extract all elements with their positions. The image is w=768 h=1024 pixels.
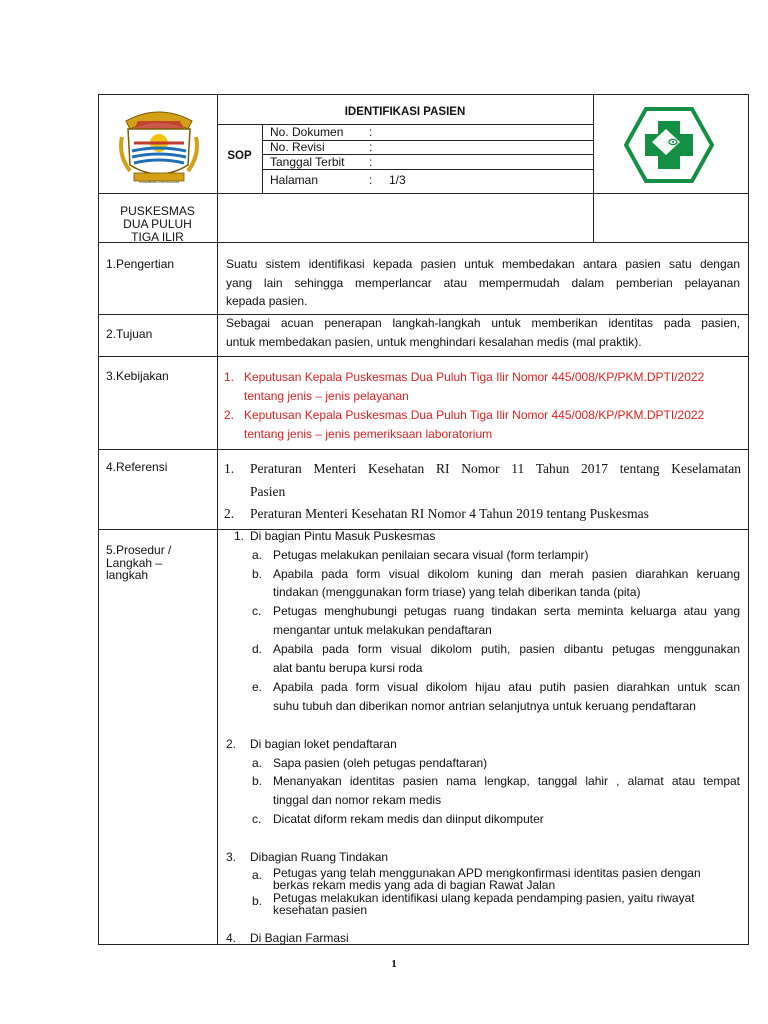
policy-line: tentang jenis – jenis pelayanan — [244, 389, 409, 403]
substep-line: berkas rekam medis yang ada di bagian Rawat Jalan — [273, 878, 556, 892]
policy-line: Keputusan Kepala Puskesmas Dua Puluh Tiga Ilir Nomor 445/008/KP/PKM.DPTI/2022 — [244, 370, 705, 384]
step-number: 3. — [226, 850, 237, 864]
step-number: 4. — [226, 931, 237, 945]
substep-line: alat bantu berupa kursi roda — [273, 661, 423, 675]
page-number: 1 — [391, 958, 397, 970]
policy-line: tentang jenis – jenis pemeriksaan laboratorium — [244, 427, 493, 441]
body-line: untuk membedakan pasien, untuk menghindari kesalahan medis (mal praktik). — [226, 335, 642, 349]
label-line: 5.Prosedur / — [106, 543, 172, 557]
step-number: 2. — [226, 737, 237, 751]
meta-sep-doc-number: : — [369, 125, 373, 139]
substep-line: Menanyakan identitas pasien nama lengkap, tanggal lahir , alamat atau tempat — [273, 774, 740, 788]
substep-letter: c. — [252, 604, 262, 618]
substep-line: Sapa pasien (oleh petugas pendaftaran) — [273, 756, 488, 770]
reference-line: Peraturan Menteri Kesehatan RI Nomor 4 Tahun 2019 tentang Puskesmas — [250, 506, 649, 521]
body-line: kepada pasien. — [226, 294, 308, 308]
palembang-emblem-logo — [114, 99, 204, 189]
meta-label-doc-number: No. Dokumen — [270, 125, 344, 139]
section-label-kebijakan: 3.Kebijakan — [106, 369, 169, 383]
reference-line: Pasien — [250, 484, 286, 499]
meta-label-page: Halaman — [270, 173, 319, 187]
org-line-3: TIGA ILIR — [131, 230, 184, 244]
step-title: Di Bagian Farmasi — [250, 931, 349, 945]
meta-sep-page: : — [369, 173, 373, 187]
step-number: 1. — [234, 529, 245, 543]
sop-label: SOP — [227, 150, 252, 162]
reference-number: 1. — [224, 461, 235, 476]
substep-letter: d. — [252, 642, 263, 656]
substep-line: Apabila pada form visual dikolom putih, pasien dibantu petugas menggunakan — [273, 642, 740, 656]
reference-line: Peraturan Menteri Kesehatan RI Nomor 11 Tahun 2017 tentang Keselamatan — [250, 461, 741, 476]
substep-letter: e. — [252, 680, 263, 694]
substep-letter: a. — [252, 756, 263, 770]
org-line-1: PUSKESMAS — [120, 204, 195, 218]
substep-line: Petugas yang telah menggunakan APD mengkonfirmasi identitas pasien dengan — [273, 866, 701, 880]
substep-letter: a. — [252, 868, 263, 882]
document-title: IDENTIFIKASI PASIEN — [344, 106, 466, 118]
substep-letter: c. — [252, 812, 262, 826]
step-title: Dibagian Ruang Tindakan — [250, 850, 389, 864]
policy-number: 1. — [224, 370, 235, 384]
substep-line: tinggal dan nomor rekam medis — [273, 793, 442, 807]
palembang-emblem-lettering: PALEMBANG DARUSSALAM — [139, 180, 179, 184]
meta-label-issue-date: Tanggal Terbit — [270, 155, 345, 169]
substep-line: mengantar untuk melakukan pendaftaran — [273, 623, 492, 637]
substep-line: tindakan (menggunakan form triase) yang telah diberikan tanda (pita) — [273, 585, 641, 599]
substep-line: Petugas melakukan identifikasi ulang kepada pendamping pasien, yaitu riwayat — [273, 891, 695, 905]
meta-label-revision: No. Revisi — [270, 140, 325, 154]
step-title: Di bagian loket pendaftaran — [250, 737, 397, 751]
step-title: Di bagian Pintu Masuk Puskesmas — [250, 529, 436, 543]
section-label-pengertian: 1.Pengertian — [106, 257, 175, 271]
meta-sep-revision: : — [369, 140, 373, 154]
section-label-referensi: 4.Referensi — [106, 460, 168, 474]
substep-line: Petugas melakukan penilaian secara visual (form terlampir) — [273, 548, 589, 562]
policy-number: 2. — [224, 408, 235, 422]
substep-line: Apabila pada form visual dikolom kuning dan merah pasien diarahkan keruang — [273, 567, 740, 581]
substep-line: Dicatat diform rekam medis dan diinput dikomputer — [273, 812, 544, 826]
meta-value-page: 1/3 — [389, 173, 406, 187]
puskesmas-logo — [624, 106, 714, 184]
body-line: yang lain sehingga memperlancar atau mempermudah dalam pemberian pelayanan — [226, 276, 740, 290]
org-line-2: DUA PULUH — [123, 217, 192, 231]
substep-letter: b. — [252, 774, 263, 788]
body-line: Sebagai acuan penerapan langkah-langkah untuk memberikan identitas pada pasien, — [226, 316, 740, 330]
reference-number: 2. — [224, 506, 235, 521]
substep-letter: a. — [252, 548, 263, 562]
label-line: langkah — [106, 568, 149, 582]
meta-sep-issue-date: : — [369, 155, 373, 169]
body-line: Suatu sistem identifikasi kepada pasien untuk membedakan antara pasien satu dengan — [226, 257, 740, 271]
label-line: Langkah – — [106, 556, 163, 570]
substep-line: kesehatan pasien — [273, 903, 368, 917]
substep-line: Petugas menghubungi petugas ruang tindakan serta meminta keluarga atau yang — [273, 604, 740, 618]
substep-letter: b. — [252, 894, 263, 908]
section-label-tujuan: 2.Tujuan — [106, 327, 153, 341]
substep-letter: b. — [252, 567, 263, 581]
policy-line: Keputusan Kepala Puskesmas Dua Puluh Tiga Ilir Nomor 445/008/KP/PKM.DPTI/2022 — [244, 408, 705, 422]
substep-line: Apabila pada form visual dikolom hijau atau putih pasien diarahkan untuk scan — [273, 680, 740, 694]
substep-line: suhu tubuh dan diberikan nomor antrian selanjutnya untuk keruang pendaftaran — [273, 699, 696, 713]
